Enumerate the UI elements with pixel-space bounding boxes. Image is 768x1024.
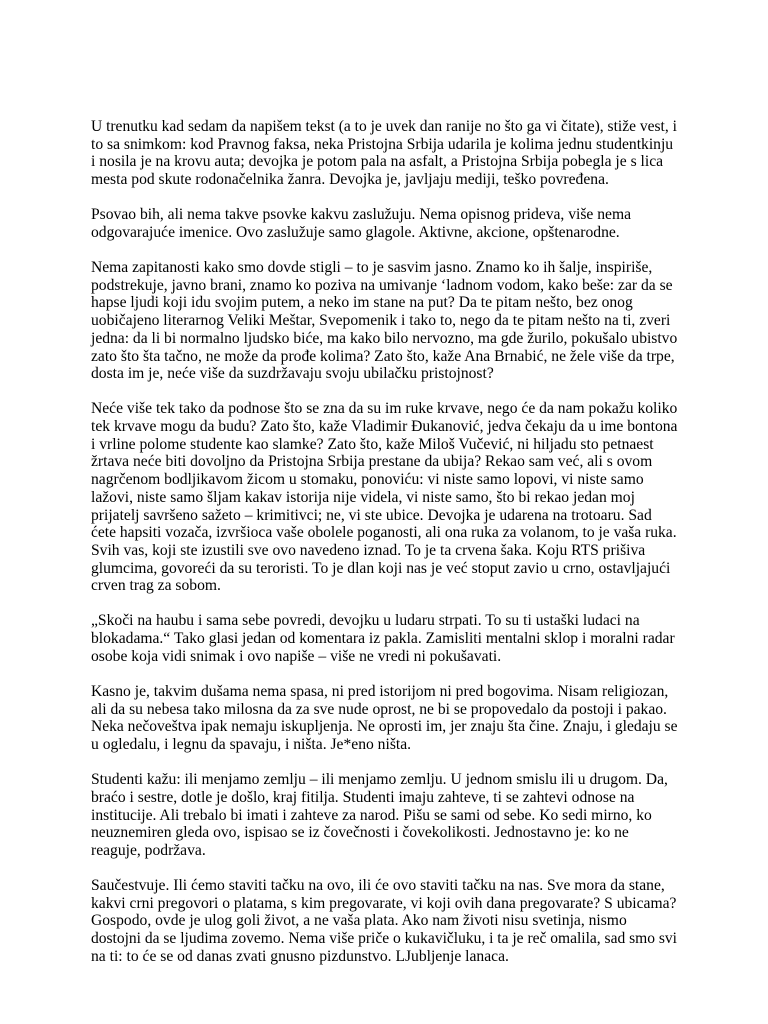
text-line: u ogledalu, i legnu da spavaju, i ništa. Je*eno ništa. — [91, 736, 412, 754]
text-line: Studenti kažu: ili menjamo zemlju – ili menjamo zemlju. U jednom smislu ili u drugom. Da, — [91, 771, 668, 789]
text-line: Neće više tek tako da podnose što se zna da su im ruke krvave, nego će da nam pokažu koliko — [91, 400, 678, 418]
text-line: uobičajeno literarnog Veliki Meštar, Svepomenik i tako to, nego da te pitam nešto na ti, zveri — [91, 312, 671, 330]
text-line: nagrčenom bodljikavom žicom u stomaku, ponoviću: vi niste samo lopovi, vi niste samo — [91, 471, 644, 489]
text-line: reaguje, podržava. — [91, 841, 206, 859]
text-line: lažovi, niste samo šljam kakav istorija nije videla, vi niste samo, što bi rekao jedan moj — [91, 488, 635, 506]
text-line: ali da su nebesa tako milosna da za sve nude oprost, ne bi se propovedalo da postoji i pakao. — [91, 700, 667, 718]
text-line: dostojni da se ljudima zovemo. Nema više priče o kukavičluku, i ta je reč omalila, sad smo svi — [91, 930, 677, 948]
text-line: mesta pod skute rodonačelnika žanra. Devojka je, javljaju mediji, teško povređena. — [91, 171, 609, 189]
text-line: Nema zapitanosti kako smo dovde stigli – to je sasvim jasno. Znamo ko ih šalje, inspiriše, — [91, 259, 653, 276]
paragraph-4 — [91, 400, 677, 595]
text-line: kakvi crni pregovori o platama, s kim pregovarate, vi koji ovih dana pregovarate? S ubicama? — [91, 894, 677, 912]
text-line: podstrekuje, javno brani, znamo ko poziva na umivanje ‘ladnom vodom, kako beše: zar da se — [91, 276, 673, 294]
paragraph-2 — [91, 206, 677, 241]
text-line: „Skoči na haubu i sama sebe povredi, devojku u ludaru strpati. To su ti ustaški ludaci na — [91, 612, 640, 630]
text-line: na ti: to će se od danas zvati gnusno pizdunstvo. LJubljenje lanaca. — [91, 947, 509, 965]
text-line: i nosila je na krovu auta; devojka je potom pala na asfalt, a Pristojna Srbija pobegla je s lica — [91, 153, 664, 171]
text-line: institucije. Ali trebalo bi imati i zahteve za narod. Pišu se sami od sebe. Ko sedi mirno, ko — [91, 806, 652, 824]
text-line: žrtava neće biti dovoljno da Pristojna Srbija prestane da ubija? Rekao sam već, ali s ovom — [91, 453, 653, 471]
text-line: Svih vas, koji ste izustili sve ovo navedeno iznad. To je ta crvena šaka. Koju RTS prišiva — [91, 541, 646, 559]
text-line: blokadama.“ Tako glasi jedan od komentara iz pakla. Zamisliti mentalni sklop i moralni radar — [91, 630, 675, 648]
text-line: Psovao bih, ali nema takve psovke kakvu zaslužuju. Nema opisnog prideva, više nema — [91, 206, 632, 224]
paragraph-5 — [91, 612, 677, 665]
text-line: Kasno je, takvim dušama nema spasa, ni pred istorijom ni pred bogovima. Nisam religiozan, — [91, 682, 669, 700]
text-line: tek krvave mogu da budu? Zato što, kaže Vladimir Đukanović, jedva čekaju da u ime bontona — [91, 418, 678, 436]
text-line: U trenutku kad sedam da napišem tekst (a to je uvek dan ranije no što ga vi čitate), stiže vest, i — [91, 118, 677, 135]
text-line: dosta im je, neće više da suzdržavaju svoju ubilačku pristojnost? — [91, 365, 494, 383]
text-line: odgovarajuće imenice. Ovo zaslužuje samo glagole. Aktivne, akcione, opštenarodne. — [91, 223, 620, 241]
text-line: to sa snimkom: kod Pravnog faksa, neka Pristojna Srbija udarila je kolima jednu studentkinju — [91, 135, 674, 153]
paragraph-8 — [91, 877, 677, 966]
text-line: glumcima, govoreći da su teroristi. To je dlan koji nas je već stoput zavio u crno, ostavljajući — [91, 559, 671, 577]
text-line: neuznemiren gleda ovo, ispisao se iz čovečnosti i čovekolikosti. Jednostavno je: ko ne — [91, 824, 629, 842]
text-line: prijatelj savršeno sažeto – krimitivci; ne, vi ste ubice. Devojka je udarena na trotoaru. Sad — [91, 506, 652, 524]
text-line: Gospodo, ovde je ulog goli život, a ne vaša plata. Ako nam životi nisu svetinja, nismo — [91, 912, 627, 930]
text-line: Saučestvuje. Ili ćemo staviti tačku na ovo, ili će ovo staviti tačku na nas. Sve mora da stane, — [91, 877, 665, 895]
text-line: ćete hapsiti vozača, izvršioca vaše obolele poganosti, ali ona ruka za volanom, to je vaša ruka. — [91, 524, 677, 542]
text-line: jedna: da li bi normalno ljudsko biće, ma kako bilo nervozno, ma gde žurilo, pokušalo ubistvo — [91, 329, 678, 347]
text-line: braćo i sestre, dotle je došlo, kraj fitilja. Studenti imaju zahteve, ti se zahtevi odnose na — [91, 788, 635, 806]
text-line: crven trag za sobom. — [91, 577, 221, 595]
paragraph-7 — [91, 771, 677, 860]
document-page — [91, 118, 677, 983]
paragraph-6 — [91, 683, 677, 754]
text-line: osobe koja vidi snimak i ovo napiše – više ne vredi ni pokušavati. — [91, 647, 502, 665]
text-line: zato što šta tačno, ne može da prođe kolima? Zato što, kaže Ana Brnabić, ne žele više da trpe, — [91, 347, 675, 365]
text-line: hapse ljudi koji idu svojim putem, a neko im stane na put? Da te pitam nešto, bez onog — [91, 294, 633, 312]
text-line: i vrline polome studente kao slamke? Zato što, kaže Miloš Vučević, ni hiljadu sto petnaest — [91, 435, 654, 453]
text-line: Neka nečoveštva ipak nemaju iskupljenja. Ne oprosti im, jer znaju šta čine. Znaju, i gledaju se — [91, 718, 678, 736]
paragraph-1 — [91, 118, 677, 189]
paragraph-3 — [91, 259, 677, 383]
